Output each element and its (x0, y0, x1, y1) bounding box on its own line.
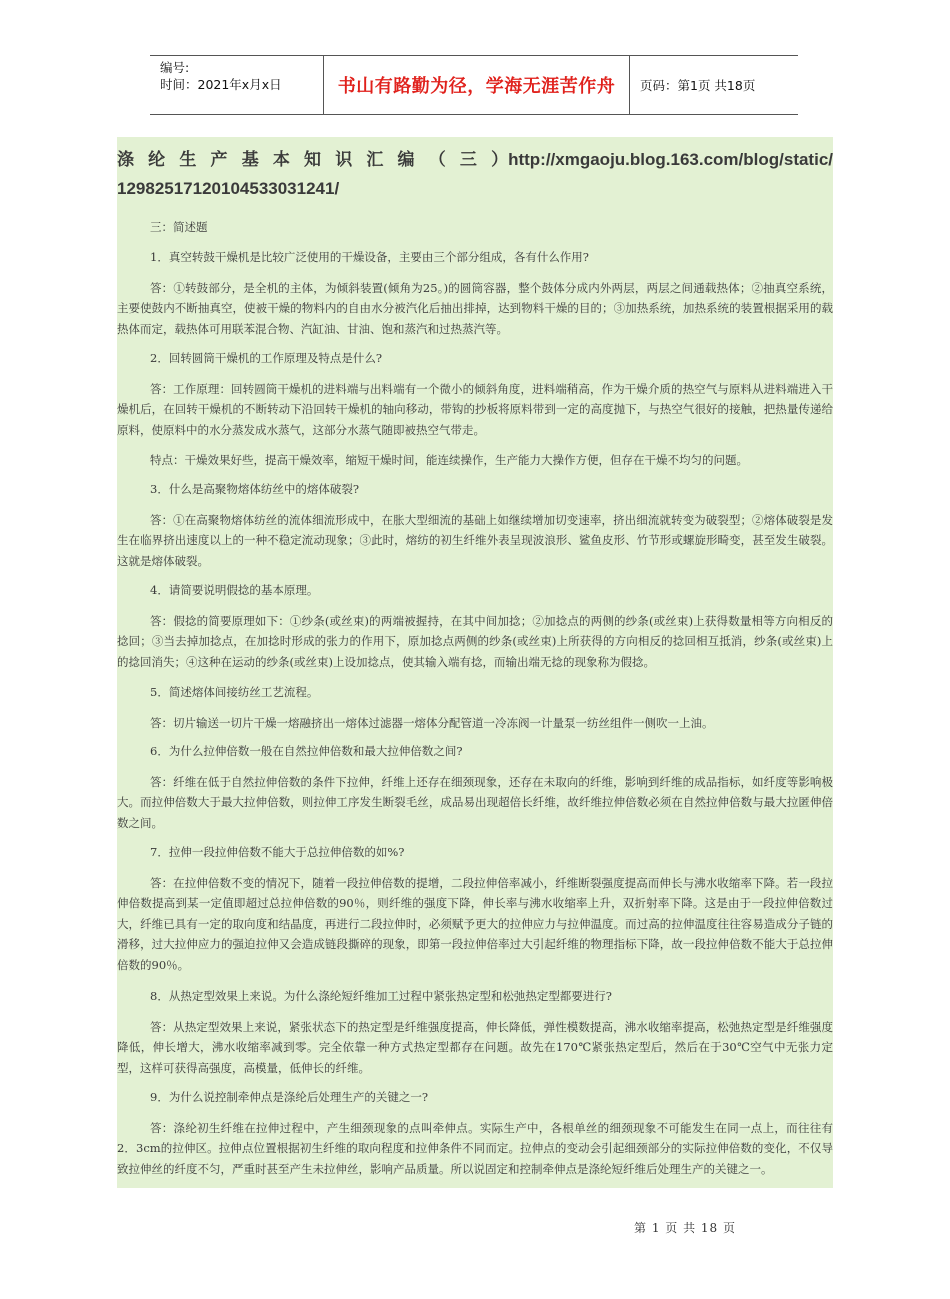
qa-item-8 (117, 986, 833, 1078)
qa-item-9 (117, 1087, 833, 1179)
title-char: 汇 (366, 150, 384, 169)
title-char: ） (491, 150, 509, 169)
title-char: 生 (179, 150, 197, 169)
title-char: 涤 (117, 150, 134, 169)
qa-item-6 (117, 741, 833, 833)
doc-number-label: 编号: (160, 60, 190, 75)
title-char: 纶 (148, 150, 166, 169)
page-footer: 第 1 页 共 18 页 (634, 1221, 736, 1235)
answer: 答：①在高聚物熔体纺丝的流体细流形成中，在胀大型细流的基础上如继续增加切变速率，挤出细流就转变为破裂型；②熔体破裂是发生在临界挤出速度以上的一种不稳定流动现象；③此时，熔纺的初生纤维外表呈现波浪形、鲨鱼皮形、竹节形或螺旋形畸变，甚至发生破裂。这就是熔体破裂。 (117, 512, 833, 568)
header-meta (150, 56, 324, 114)
answer: 答：纤维在低于自然拉伸倍数的条件下拉伸，纤维上还存在细颈现象，还存在未取向的纤维，影响到纤维的成品指标，如纤度等影响极大。而拉伸倍数大于最大拉伸倍数，则拉伸工序发生断裂毛丝，成品易出现超倍长纤维，故纤维拉伸倍数必须在自然拉伸倍数与最大拉匿伸倍数之间。 (117, 774, 833, 830)
question: 3．什么是高聚物熔体纺丝中的熔体破裂? (150, 482, 359, 496)
title-line-1 (117, 145, 833, 174)
qa-item-2 (117, 348, 833, 471)
qa-item-3 (117, 479, 833, 571)
answer: 答：切片输送一切片干燥一熔融挤出一熔体过滤器一熔体分配管道一冷冻阀一计量泵一纺丝组件一侧吹一上油。 (150, 715, 714, 730)
section-label: 三：简述题 (150, 220, 208, 234)
title-char: 识 (335, 150, 353, 169)
question: 5．简述熔体间接纺丝工艺流程。 (150, 685, 319, 699)
question: 9．为什么说控制牵伸点是涤纶后处理生产的关键之一? (150, 1090, 428, 1104)
answer: 答：假捻的简要原理如下：①纱条(或丝束)的两端被握持，在其中间加捻；②加捻点的两侧的纱条(或丝束)上获得数量相等方向相反的捻回；③当去掉加捻点，在加捻时形成的张力的作用下，原加捻点两侧的纱条(或丝束)上所获得的方向相反的捻回相互抵消，纱条(或丝束)上的捻回消失；④这种在运动的纱条(或丝束)上设加捻点，使其输入端有捻，而输出端无捻的现象称为假捻。 (117, 613, 833, 669)
title-char: 基 (241, 150, 259, 169)
page-header (150, 55, 798, 115)
document-title (117, 145, 833, 203)
answer: 答：从热定型效果上来说，紧张状态下的热定型是纤维强度提高，伸长降低，弹性模数提高，沸水收缩率提高，松弛热定型是纤维强度降低，伸长增大，沸水收缩率减到零。完全依靠一种方式热定型都存在问题。故先在170℃紧张热定型后，然后在于30℃空气中无张力定型，这样可获得高强度，高模量，低伸长的纤维。 (117, 1019, 833, 1075)
question: 8．从热定型效果上来说。为什么涤纶短纤维加工过程中紧张热定型和松弛热定型都要进行? (150, 989, 612, 1003)
answer: 答：在拉伸倍数不变的情况下，随着一段拉伸倍数的提增，二段拉伸倍率减小，纤维断裂强度提高而伸长与沸水收缩率下降。若一段拉伸倍数提高到某一定值即超过总拉伸倍数的90％，则纤维的强度下降，伸长率与沸水收缩率上升，双折射率下降。这是由于一段拉伸倍数过大，纤维已具有一定的取向度和结晶度，再进行二段拉伸时，必须赋予更大的拉伸应力与拉伸温度。而过高的拉伸温度往往容易造成分子链的滑移，过大拉伸应力的强迫拉伸又会造成链段撕碎的现象，即第一段拉伸倍率过大引起纤维的物理指标下降，故一段拉伸倍数不能大于总拉伸倍数的90％。 (117, 875, 833, 972)
header-motto: 书山有路勤为径，学海无涯苦作舟 (324, 56, 630, 114)
question: 6．为什么拉伸倍数一般在自然拉伸倍数和最大拉伸倍数之间? (150, 744, 463, 758)
title-char: 知 (304, 150, 322, 169)
title-char: 产 (210, 150, 228, 169)
answer: 答：①转鼓部分，是全机的主体，为倾斜装置(倾角为25。)的圆筒容器，整个鼓体分成内外两层，两层之间通载热体；②抽真空系统，主要使鼓内不断抽真空，使被干燥的物料内的自由水分被汽化后抽出排掉，达到物料干燥的目的；③加热系统，加热系统的装置根据采用的载热体而定，载热体可用联苯混合物、汽缸油、甘油、饱和蒸汽和过热蒸汽等。 (117, 280, 833, 336)
answer-features: 特点：干燥效果好些，提高干燥效率，缩短干燥时间，能连续操作，生产能力大操作方便，但存在干燥不均匀的问题。 (150, 453, 748, 468)
question: 4．请简要说明假捻的基本原理。 (150, 583, 319, 597)
title-char: 本 (272, 150, 290, 169)
header-page-label: 页码：第1页 共18页 (640, 78, 756, 93)
qa-item-7 (117, 842, 833, 976)
qa-item-4 (117, 580, 833, 672)
question: 1．真空转鼓干燥机是比较广泛使用的干燥设备，主要由三个部分组成，各有什么作用? (150, 250, 589, 264)
qa-item-5 (117, 682, 833, 733)
title-char: 三 (459, 150, 477, 169)
title-chars (117, 145, 508, 174)
answer: 答：工作原理：回转圆筒干燥机的进料端与出料端有一个微小的倾斜角度，进料端稍高，作为干燥介质的热空气与原料从进料端进入干燥机后，在回转干燥机的不断转动下沿回转干燥机的轴向移动，带钩的抄板将原料带到一定的高度抛下，与热空气很好的接触，把热量传递给原料，使原料中的水分蒸发成水蒸气，这部分水蒸气随即被热空气带走。 (117, 381, 833, 437)
section-heading (117, 217, 833, 238)
title-char: 编 (397, 150, 415, 169)
title-url-part2: 12982517120104533031241/ (117, 179, 340, 198)
title-url-part1: http://xmgaoju.blog.163.com/blog/static/ (508, 150, 833, 169)
question: 2．回转圆筒干燥机的工作原理及特点是什么? (150, 351, 382, 365)
question: 7．拉伸一段拉伸倍数不能大于总拉伸倍数的如%? (150, 845, 405, 859)
doc-time-label: 时间：2021年x月x日 (160, 77, 282, 92)
qa-item-1 (117, 247, 833, 339)
document-body (117, 137, 833, 1188)
title-char: （ (428, 150, 446, 169)
answer: 答：涤纶初生纤维在拉伸过程中，产生细颈现象的点叫牵伸点。实际生产中，各根单丝的细颈现象不可能发生在同一点上，而往往有2．3cm的拉伸区。拉伸点位置根据初生纤维的取向程度和拉伸条件不同而定。拉伸点的变动会引起细颈部分的实际拉伸倍数的变化，不仅导致拉伸丝的纤度不匀，严重时甚至产生未拉伸丝，影响产品质量。所以说固定和控制牵伸点是涤纶短纤维后处理生产的关键之一。 (117, 1120, 833, 1176)
